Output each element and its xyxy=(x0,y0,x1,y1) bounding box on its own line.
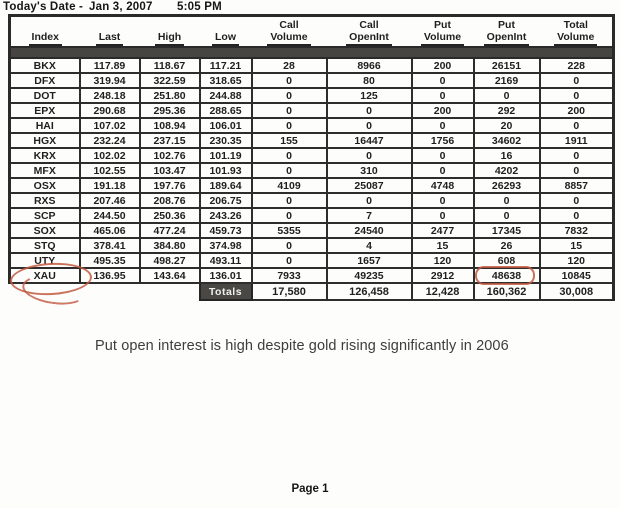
value-cell: 0 xyxy=(412,73,474,88)
table-row xyxy=(10,88,614,103)
value-cell: 232.24 xyxy=(80,133,140,148)
value-cell: 230.35 xyxy=(200,133,252,148)
value-cell: 0 xyxy=(412,163,474,178)
value-cell: 34602 xyxy=(474,133,540,148)
value-cell: 106.01 xyxy=(200,118,252,133)
value-cell: 107.02 xyxy=(80,118,140,133)
value-cell: 244.88 xyxy=(200,88,252,103)
value-cell: 125 xyxy=(327,88,412,103)
totals-value-cell: 30,008 xyxy=(540,283,614,300)
totals-value-cell: 17,580 xyxy=(252,283,327,300)
value-cell: 0 xyxy=(540,208,614,223)
value-cell: 7933 xyxy=(252,268,327,283)
value-cell: 244.50 xyxy=(80,208,140,223)
value-cell: 102.55 xyxy=(80,163,140,178)
col-header-high: High xyxy=(140,31,200,47)
value-cell: 0 xyxy=(252,253,327,268)
value-cell: 498.27 xyxy=(140,253,200,268)
value-cell: 1657 xyxy=(327,253,412,268)
table-row xyxy=(10,223,614,238)
value-cell: 0 xyxy=(474,193,540,208)
value-cell: 0 xyxy=(412,148,474,163)
col-header-call-openint: OpenInt xyxy=(327,31,412,47)
value-cell: 292 xyxy=(474,103,540,118)
value-cell: 26 xyxy=(474,238,540,253)
value-cell: 4202 xyxy=(474,163,540,178)
value-cell: 16 xyxy=(474,148,540,163)
value-cell: 0 xyxy=(327,193,412,208)
table-header-group-row xyxy=(10,16,614,32)
value-cell: 378.41 xyxy=(80,238,140,253)
value-cell: 0 xyxy=(412,193,474,208)
col-header-low: Low xyxy=(200,31,252,47)
value-cell: 0 xyxy=(412,118,474,133)
value-cell: 0 xyxy=(474,88,540,103)
value-cell: 319.94 xyxy=(80,73,140,88)
put-openint-box-annotation xyxy=(475,266,535,285)
options-data-table xyxy=(8,14,615,301)
value-cell: 102.76 xyxy=(140,148,200,163)
value-cell: 0 xyxy=(540,163,614,178)
index-cell: HGX xyxy=(10,133,80,148)
value-cell: 20 xyxy=(474,118,540,133)
value-cell: 0 xyxy=(252,88,327,103)
totals-value-cell: 12,428 xyxy=(412,283,474,300)
value-cell: 197.76 xyxy=(140,178,200,193)
value-cell: 459.73 xyxy=(200,223,252,238)
value-cell: 8857 xyxy=(540,178,614,193)
value-cell: 0 xyxy=(412,88,474,103)
totals-value-cell: 126,458 xyxy=(327,283,412,300)
value-cell: 189.64 xyxy=(200,178,252,193)
index-cell: EPX xyxy=(10,103,80,118)
value-cell: 0 xyxy=(252,238,327,253)
value-cell: 26151 xyxy=(474,58,540,73)
value-cell: 155 xyxy=(252,133,327,148)
index-cell: HAI xyxy=(10,118,80,133)
value-cell: 243.26 xyxy=(200,208,252,223)
table-row xyxy=(10,118,614,133)
col-header-last: Last xyxy=(80,31,140,47)
totals-value-cell: 160,362 xyxy=(474,283,540,300)
caption-text: Put open interest is high despite gold rising significantly in 2006 xyxy=(95,338,509,354)
value-cell: 24540 xyxy=(327,223,412,238)
totals-row xyxy=(10,283,614,300)
index-cell: BKX xyxy=(10,58,80,73)
col-group-call-openint: Call xyxy=(327,16,412,32)
value-cell: 0 xyxy=(252,208,327,223)
page-number: Page 1 xyxy=(291,483,329,495)
col-header-put-volume: Volume xyxy=(412,31,474,47)
value-cell: 120 xyxy=(540,253,614,268)
value-cell: 208.76 xyxy=(140,193,200,208)
header-spacer xyxy=(10,16,252,32)
value-cell: 7832 xyxy=(540,223,614,238)
value-cell: 0 xyxy=(252,148,327,163)
value-cell: 15 xyxy=(540,238,614,253)
table-row xyxy=(10,148,614,163)
value-cell: 117.89 xyxy=(80,58,140,73)
index-cell: OSX xyxy=(10,178,80,193)
value-cell: 0 xyxy=(252,103,327,118)
value-cell: 191.18 xyxy=(80,178,140,193)
date-value: Jan 3, 2007 xyxy=(89,1,153,13)
value-cell: 0 xyxy=(252,193,327,208)
value-cell: 102.02 xyxy=(80,148,140,163)
table-row xyxy=(10,238,614,253)
col-header-total-volume: Volume xyxy=(540,31,614,47)
index-cell: RXS xyxy=(10,193,80,208)
index-cell: STQ xyxy=(10,238,80,253)
value-cell: 26293 xyxy=(474,178,540,193)
value-cell: 2912 xyxy=(412,268,474,283)
table-row xyxy=(10,193,614,208)
index-cell: UTY xyxy=(10,253,80,268)
value-cell: 120 xyxy=(412,253,474,268)
date-line xyxy=(3,1,222,13)
value-cell: 493.11 xyxy=(200,253,252,268)
col-header-call-volume: Volume xyxy=(252,31,327,47)
value-cell: 101.19 xyxy=(200,148,252,163)
value-cell: 15 xyxy=(412,238,474,253)
value-cell: 0 xyxy=(327,118,412,133)
value-cell: 0 xyxy=(327,148,412,163)
col-header-put-openint: OpenInt xyxy=(474,31,540,47)
value-cell: 136.95 xyxy=(80,268,140,283)
value-cell: 0 xyxy=(540,88,614,103)
col-header-index: Index xyxy=(10,31,80,47)
value-cell: 49235 xyxy=(327,268,412,283)
value-cell: 228 xyxy=(540,58,614,73)
table-row xyxy=(10,58,614,73)
value-cell: 0 xyxy=(540,193,614,208)
table-body xyxy=(10,58,614,283)
col-group-put-openint: Put xyxy=(474,16,540,32)
value-cell: 310 xyxy=(327,163,412,178)
value-cell: 295.36 xyxy=(140,103,200,118)
value-cell: 207.46 xyxy=(80,193,140,208)
table-row xyxy=(10,133,614,148)
value-cell: 0 xyxy=(252,118,327,133)
value-cell: 4 xyxy=(327,238,412,253)
value-cell: 248.18 xyxy=(80,88,140,103)
value-cell: 290.68 xyxy=(80,103,140,118)
value-cell: 0 xyxy=(252,73,327,88)
index-cell: KRX xyxy=(10,148,80,163)
value-cell: 136.01 xyxy=(200,268,252,283)
value-cell: 17345 xyxy=(474,223,540,238)
value-cell: 200 xyxy=(412,103,474,118)
totals-label: Totals xyxy=(200,283,252,300)
value-cell: 251.80 xyxy=(140,88,200,103)
value-cell: 0 xyxy=(474,208,540,223)
index-cell: DFX xyxy=(10,73,80,88)
value-cell: 8966 xyxy=(327,58,412,73)
value-cell: 10845 xyxy=(540,268,614,283)
value-cell: 0 xyxy=(252,163,327,178)
table-row xyxy=(10,163,614,178)
index-cell: MFX xyxy=(10,163,80,178)
value-cell: 250.36 xyxy=(140,208,200,223)
value-cell: 322.59 xyxy=(140,73,200,88)
value-cell: 237.15 xyxy=(140,133,200,148)
value-cell: 200 xyxy=(540,103,614,118)
value-cell: 117.21 xyxy=(200,58,252,73)
table-row xyxy=(10,73,614,88)
value-cell: 2169 xyxy=(474,73,540,88)
value-cell: 16447 xyxy=(327,133,412,148)
value-cell: 143.64 xyxy=(140,268,200,283)
value-cell: 103.47 xyxy=(140,163,200,178)
index-cell: XAU xyxy=(10,268,80,283)
value-cell: 4748 xyxy=(412,178,474,193)
value-cell: 108.94 xyxy=(140,118,200,133)
date-label: Today's Date - xyxy=(3,1,84,13)
index-cell: SOX xyxy=(10,223,80,238)
value-cell: 318.65 xyxy=(200,73,252,88)
value-cell: 0 xyxy=(540,73,614,88)
value-cell: 0 xyxy=(327,103,412,118)
time-value: 5:05 PM xyxy=(177,1,222,13)
col-group-put-volume: Put xyxy=(412,16,474,32)
value-cell: 1911 xyxy=(540,133,614,148)
value-cell: 80 xyxy=(327,73,412,88)
value-cell: 118.67 xyxy=(140,58,200,73)
value-cell: 5355 xyxy=(252,223,327,238)
value-cell: 25087 xyxy=(327,178,412,193)
value-cell: 28 xyxy=(252,58,327,73)
index-cell: SCP xyxy=(10,208,80,223)
value-cell: 48638 xyxy=(474,268,540,283)
table-row xyxy=(10,103,614,118)
value-cell: 608 xyxy=(474,253,540,268)
value-cell: 288.65 xyxy=(200,103,252,118)
value-cell: 477.24 xyxy=(140,223,200,238)
table-header-row xyxy=(10,31,614,47)
value-cell: 2477 xyxy=(412,223,474,238)
value-cell: 384.80 xyxy=(140,238,200,253)
value-cell: 374.98 xyxy=(200,238,252,253)
header-separator-band xyxy=(10,47,614,58)
value-cell: 200 xyxy=(412,58,474,73)
col-group-total-volume: Total xyxy=(540,16,614,32)
table-row xyxy=(10,208,614,223)
value-cell: 495.35 xyxy=(80,253,140,268)
value-cell: 465.06 xyxy=(80,223,140,238)
index-cell: DOT xyxy=(10,88,80,103)
value-cell: 0 xyxy=(540,148,614,163)
value-cell: 0 xyxy=(412,208,474,223)
value-cell: 4109 xyxy=(252,178,327,193)
value-cell: 101.93 xyxy=(200,163,252,178)
value-cell: 1756 xyxy=(412,133,474,148)
col-group-call-volume: Call xyxy=(252,16,327,32)
table-row xyxy=(10,178,614,193)
value-cell: 7 xyxy=(327,208,412,223)
value-cell: 206.75 xyxy=(200,193,252,208)
value-cell: 0 xyxy=(540,118,614,133)
